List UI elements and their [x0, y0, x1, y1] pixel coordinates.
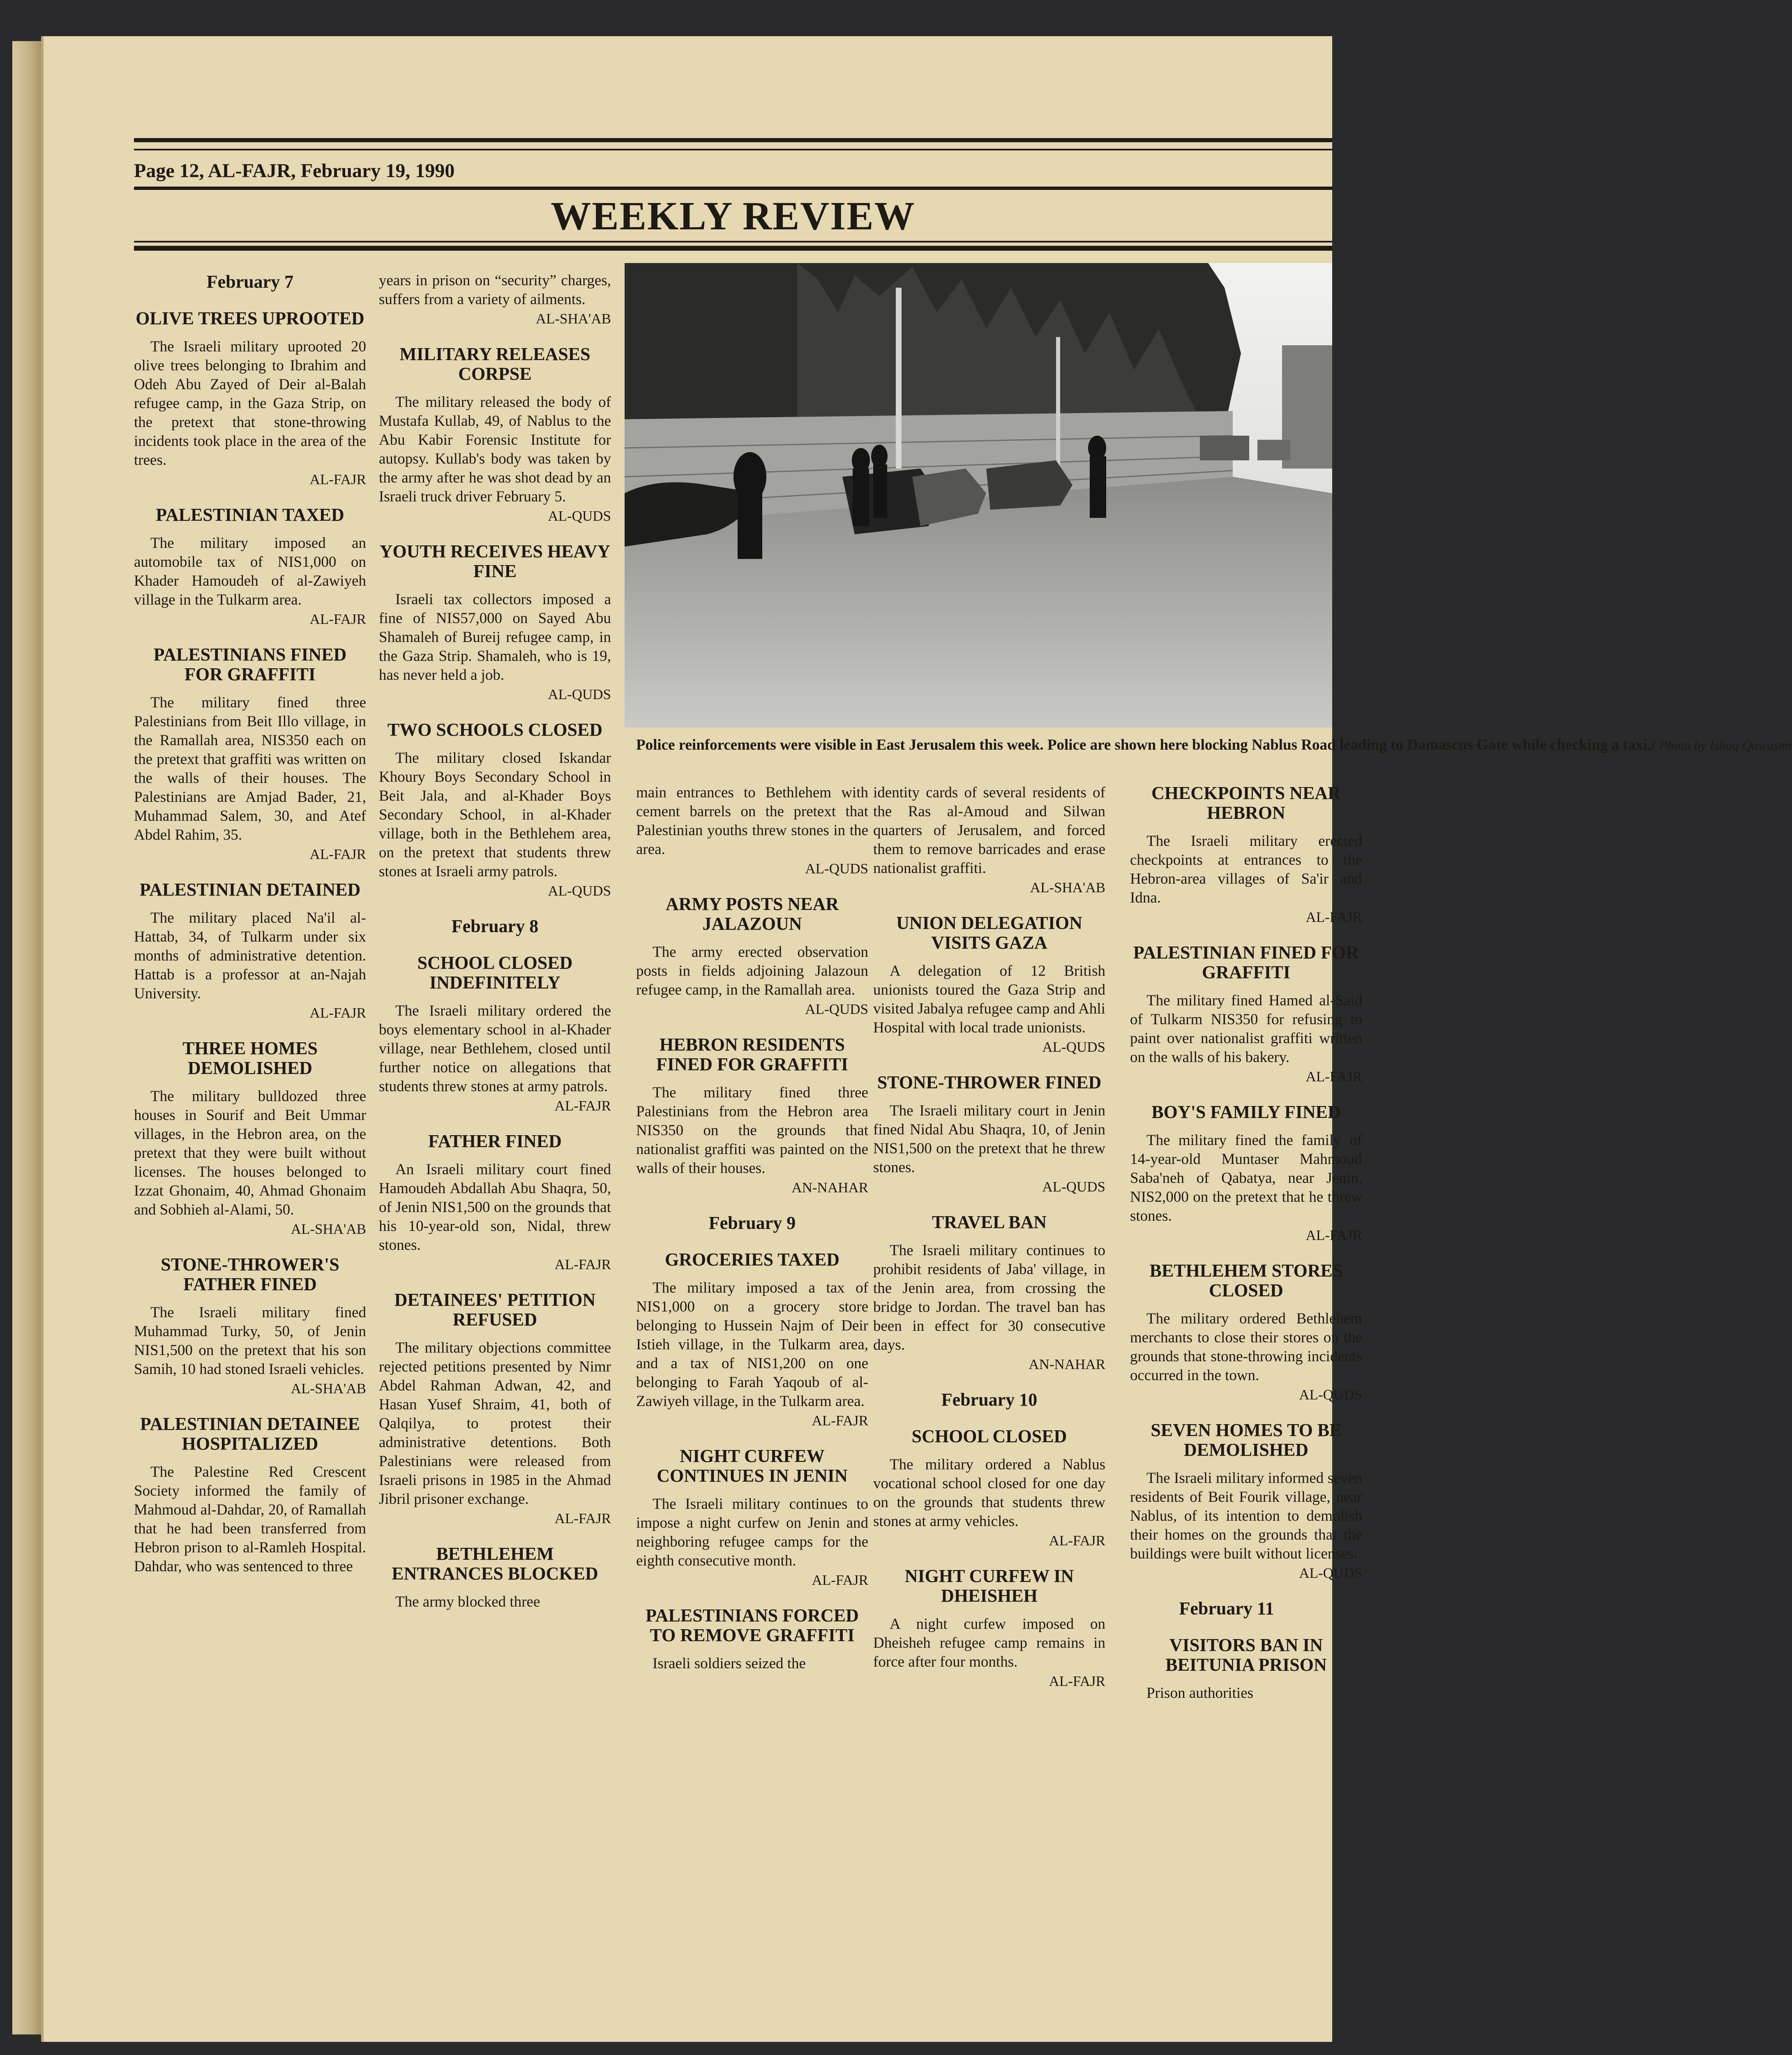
- article-body: The Israeli military informed seven residents of Beit Fourik village, near Nablus, of its intention to demolish their homes on the grounds that the buildings were built without licenses.: [1130, 1470, 1362, 1562]
- masthead-rule: [134, 246, 1332, 251]
- photo-caption: [636, 736, 1792, 755]
- article-headline: BETHLEHEM ENTRANCES BLOCKED: [392, 1544, 598, 1584]
- article-source: AL-SHA'AB: [291, 1221, 366, 1237]
- article-source: AL-QUDS: [1042, 1039, 1105, 1055]
- article-body: The military closed Iskandar Khoury Boys Secondary School in Beit Jala, and al-Khader Boys Secondary School, in al-Khader village, both in the Bethlehem area, on the pretext that students threw stones at Israeli army patrols.: [379, 750, 611, 880]
- article-body: A night curfew imposed on Dheisheh refugee camp remains in force after four months.: [873, 1616, 1105, 1670]
- article-headline: MILITARY RELEASES CORPSE: [399, 344, 590, 384]
- binding-spine: [12, 41, 41, 2034]
- article-headline: YOUTH RECEIVES HEAVY FINE: [379, 541, 611, 581]
- news-photo: [625, 263, 1332, 727]
- article-headline: PALESTINIAN TAXED: [156, 505, 344, 525]
- article-body: The military bulldozed three houses in Sourif and Beit Ummar villages, in the Hebron area, on the pretext that they were built without licenses. The houses belonged to Izzat Ghonaim, 40, Ahmad Ghonaim and Sobhieh al-Alami, 50.: [134, 1088, 366, 1218]
- article-source: AL-FAJR: [1305, 909, 1362, 925]
- column-5: [1130, 783, 1362, 1703]
- article-source: AL-QUDS: [548, 883, 611, 899]
- date-heading: February 9: [708, 1213, 796, 1233]
- article-body: The military fined three Palestinians from Beit Illo village, in the Ramallah area, NIS350 each on the pretext that graffiti was written on the walls of their houses. The Palestinians are Amjad Bader, 21, Muhammad Salem, 30, and Atef Abdel Rahim, 35.: [134, 694, 366, 843]
- article-body: Prison authorities: [1146, 1685, 1254, 1702]
- article-body: identity cards of several residents of the Ras al-Amoud and Silwan quarters of Jerusalem, and forced them to remove barricades and erase nationalist graffiti.: [873, 784, 1105, 877]
- article-source: AL-FAJR: [812, 1572, 868, 1588]
- folio-rule: [134, 187, 1332, 190]
- article-body: The military fined Hamed al-Said of Tulkarm NIS350 for refusing to paint over nationalist graffiti written on the walls of his bakery.: [1130, 992, 1362, 1066]
- article-source: AL-QUDS: [548, 508, 611, 524]
- article-headline: TWO SCHOOLS CLOSED: [387, 720, 603, 740]
- article-source: AL-FAJR: [554, 1256, 611, 1272]
- article-headline: BETHLEHEM STORES CLOSED: [1149, 1261, 1343, 1300]
- column-4: [873, 783, 1105, 1690]
- article-body: The Israeli military ordered the boys elementary school in al-Khader village, near Bethlehem, closed until further notice on allegations that students threw stones at army patrols.: [379, 1002, 611, 1095]
- article-source: AL-SHA'AB: [535, 311, 611, 327]
- article-source: AL-FAJR: [1305, 1227, 1362, 1243]
- article-source: AL-FAJR: [309, 846, 366, 862]
- article-body: The Israeli military continues to impose a night curfew on Jenin and neighboring refugee camps for the eighth consecutive month.: [636, 1496, 868, 1569]
- article-body: The military fined the family of 14-year-old Muntaser Mahmoud Saba'neh of Qabatya, near Jenin, NIS2,000 on the pretext that he threw stones.: [1130, 1132, 1362, 1224]
- article-body: The military objections committee rejected petitions presented by Nimr Abdel Rahman Adwan, 42, and Hasan Yusef Shraim, 41, both of Qalqilya, to protest their administrative detentions. Both Palestinians were released from Israeli prisons in 1985 in the Ahmad Jibril prisoner exchange.: [379, 1339, 611, 1508]
- article-source: AL-FAJR: [309, 471, 366, 487]
- article-body: The Israeli military court in Jenin fined Nidal Abu Shaqra, 10, of Jenin NIS1,500 on the pretext that he threw stones.: [873, 1102, 1105, 1176]
- article-source: AL-QUDS: [1042, 1179, 1105, 1195]
- article-body: The military placed Na'il al-Hattab, 34, of Tulkarm under six months of administrative detention. Hattab is a professor at an-Najah University.: [134, 910, 366, 1002]
- article-body: The military released the body of Mustafa Kullab, 49, of Nablus to the Abu Kabir Forensic Institute for autopsy. Kullab's body was taken by the army after he was shot dead by an Israeli truck driver February 5.: [379, 394, 611, 505]
- article-source: AL-QUDS: [548, 686, 611, 702]
- date-heading: February 7: [206, 272, 294, 292]
- article-body: A delegation of 12 British unionists toured the Gaza Strip and visited Jabalya refugee camp and Ahli Hospital with local trade unionists.: [873, 963, 1105, 1036]
- article-headline: STONE-THROWER FINED: [877, 1072, 1102, 1092]
- article-headline: UNION DELEGATION VISITS GAZA: [896, 913, 1082, 953]
- article-source: AL-FAJR: [812, 1413, 868, 1429]
- article-body: Israeli soldiers seized the: [653, 1655, 806, 1672]
- article-headline: SCHOOL CLOSED: [911, 1426, 1067, 1446]
- article-body: An Israeli military court fined Hamoudeh Abdallah Abu Shaqra, 50, of Jenin NIS1,500 on the grounds that his 10-year-old son, Nidal, threw stones.: [379, 1161, 611, 1254]
- article-source: AN-NAHAR: [1029, 1356, 1105, 1372]
- article-headline: SEVEN HOMES TO BE DEMOLISHED: [1151, 1420, 1342, 1460]
- article-body: The Palestine Red Crescent Society informed the family of Mahmoud al-Dahdar, 20, of Ramallah that he had been transferred from Hebron prison to al-Ramleh Hospital. Dahdar, who was sentenced to three: [134, 1464, 366, 1575]
- article-source: AL-QUDS: [805, 1001, 868, 1017]
- article-source: AL-SHA'AB: [291, 1381, 366, 1397]
- article-source: AL-FAJR: [309, 611, 366, 627]
- article-body: The military ordered Bethlehem merchants to close their stores on the grounds that stone-throwing incidents occurred in the town.: [1130, 1310, 1362, 1384]
- article-source: AL-FAJR: [1049, 1533, 1105, 1549]
- article-headline: PALESTINIANS FINED FOR GRAFFITI: [153, 644, 347, 684]
- caption-text: Police reinforcements were visible in East Jerusalem this week. Police are shown here blocking Nablus Road leading to Damascus Gate while checking a taxi./: [636, 737, 1656, 753]
- article-headline: BOY'S FAMILY FINED: [1151, 1102, 1341, 1122]
- article-body: The military imposed an automobile tax of NIS1,000 on Khader Hamoudeh of al-Zawiyeh village in the Tulkarm area.: [134, 535, 366, 608]
- article-source: AN-NAHAR: [791, 1180, 868, 1196]
- article-headline: PALESTINIANS FORCED TO REMOVE GRAFFITI: [646, 1605, 859, 1645]
- article-headline: SCHOOL CLOSED INDEFINITELY: [417, 953, 573, 993]
- photo-credit: Photo by Ishaq Qawasmi: [1659, 738, 1792, 753]
- article-headline: VISITORS BAN IN BEITUNIA PRISON: [1165, 1635, 1327, 1675]
- article-source: AL-SHA'AB: [1030, 880, 1105, 896]
- article-source: AL-FAJR: [1305, 1069, 1362, 1085]
- article-body: The Israeli military continues to prohibit residents of Jaba' village, in the Jenin area, from crossing the bridge to Jordan. The travel ban has been in effect for 30 consecutive days.: [873, 1242, 1105, 1353]
- article-body: main entrances to Bethlehem with cement barrels on the pretext that Palestinian youths threw stones in the area.: [636, 784, 868, 858]
- article-headline: NIGHT CURFEW CONTINUES IN JENIN: [657, 1446, 848, 1486]
- column-3: [636, 783, 868, 1673]
- article-headline: NIGHT CURFEW IN DHEISHEH: [904, 1566, 1074, 1606]
- article-headline: FATHER FINED: [428, 1131, 562, 1151]
- street-scene-illustration: [625, 263, 1332, 727]
- article-headline: PALESTINIAN DETAINED: [139, 880, 361, 900]
- article-body: The Israeli military uprooted 20 olive trees belonging to Ibrahim and Odeh Abu Zayed of Deir al-Balah refugee camp, in the Gaza Strip, on the pretext that stone-throwing incidents took place in the area of the trees.: [134, 338, 366, 469]
- article-headline: ARMY POSTS NEAR JALAZOUN: [665, 894, 839, 934]
- article-headline: PALESTINIAN DETAINEE HOSPITALIZED: [140, 1414, 360, 1454]
- masthead-rule-thin: [134, 241, 1332, 242]
- page-folio: Page 12, AL-FAJR, February 19, 1990: [134, 160, 455, 182]
- section-title: WEEKLY REVIEW: [551, 194, 916, 238]
- article-source: AL-FAJR: [309, 1005, 366, 1021]
- column-2: [379, 271, 611, 1612]
- article-headline: OLIVE TREES UPROOTED: [136, 308, 364, 328]
- article-body: The military ordered a Nablus vocational school closed for one day on the grounds that students threw stones at army vehicles.: [873, 1456, 1105, 1530]
- date-heading: February 8: [451, 916, 539, 936]
- article-source: AL-QUDS: [805, 861, 868, 877]
- article-body: The military fined three Palestinians from the Hebron area NIS350 on the grounds that nationalist graffiti was painted on the walls of their houses.: [636, 1084, 868, 1177]
- article-source: AL-FAJR: [554, 1098, 611, 1114]
- article-source: AL-QUDS: [1299, 1565, 1362, 1581]
- article-body: The army erected observation posts in fields adjoining Jalazoun refugee camp, in the Ramallah area.: [636, 944, 868, 998]
- column-1: [134, 271, 366, 1576]
- article-body: The military imposed a tax of NIS1,000 on a grocery store belonging to Hussein Najm of Deir Istieh village, in the Tulkarm area, and a tax of NIS1,200 on one belonging to Farah Yaqoub of al-Zawiyeh village, in the Tulkarm area.: [636, 1279, 868, 1410]
- article-source: AL-FAJR: [1049, 1673, 1105, 1689]
- article-headline: GROCERIES TAXED: [664, 1249, 840, 1270]
- article-body: Israeli tax collectors imposed a fine of NIS57,000 on Sayed Abu Shamaleh of Bureij refugee camp, in the Gaza Strip. Shamaleh, who is 19, has never held a job.: [379, 591, 611, 683]
- article-headline: HEBRON RESIDENTS FINED FOR GRAFFITI: [656, 1034, 848, 1074]
- top-rule: [134, 138, 1332, 142]
- article-body: years in prison on “security” charges, suffers from a variety of ailments.: [379, 272, 611, 308]
- article-body: The Israeli military erected checkpoints at entrances to the Hebron-area villages of Sa'ir and Idna.: [1130, 833, 1362, 906]
- article-source: AL-FAJR: [554, 1510, 611, 1526]
- article-body: The army blocked three: [395, 1593, 540, 1610]
- article-headline: TRAVEL BAN: [932, 1212, 1047, 1232]
- date-heading: February 11: [1179, 1598, 1274, 1619]
- article-headline: PALESTINIAN FINED FOR GRAFFITI: [1133, 942, 1359, 982]
- article-headline: THREE HOMES DEMOLISHED: [182, 1038, 318, 1078]
- article-headline: DETAINEES' PETITION REFUSED: [394, 1290, 596, 1330]
- article-headline: CHECKPOINTS NEAR HEBRON: [1151, 783, 1341, 823]
- article-headline: STONE-THROWER'S FATHER FINED: [161, 1254, 339, 1294]
- top-rule-thin: [134, 149, 1332, 150]
- article-source: AL-QUDS: [1299, 1387, 1362, 1403]
- date-heading: February 10: [941, 1390, 1038, 1410]
- article-body: The Israeli military fined Muhammad Turky, 50, of Jenin NIS1,500 on the pretext that his son Samih, 10 had stoned Israeli vehicles.: [134, 1304, 366, 1378]
